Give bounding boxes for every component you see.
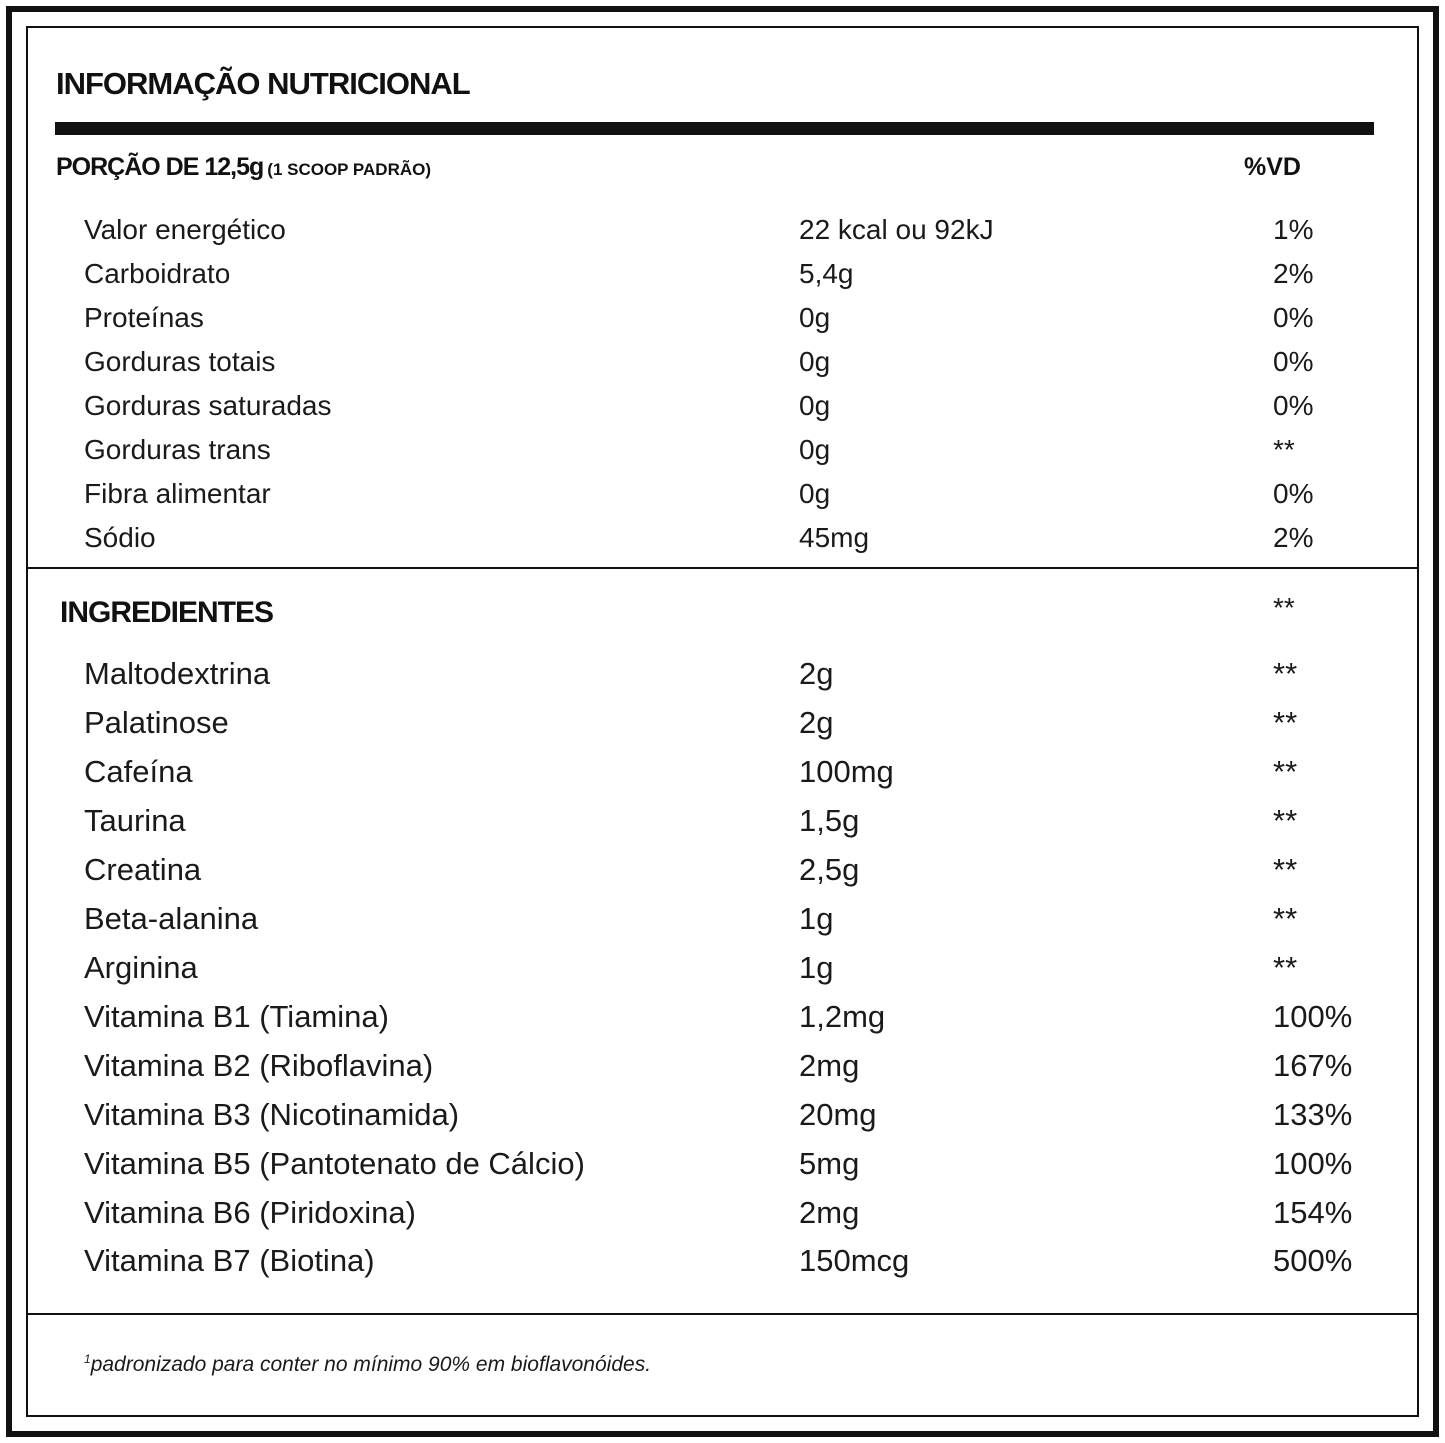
ingredient-row <box>0 656 1445 700</box>
ingredient-row <box>0 1097 1445 1141</box>
ingredient-name: Vitamina B3 (Nicotinamida) <box>84 1097 460 1132</box>
ingredient-name: Cafeína <box>84 754 193 789</box>
ingredient-name: Arginina <box>84 950 198 985</box>
nutrient-vd: 0% <box>1273 302 1314 333</box>
ingredient-name: Creatina <box>84 852 202 887</box>
nutrient-amount: 0g <box>799 434 831 465</box>
nutrient-name: Gorduras saturadas <box>84 390 332 421</box>
ingredient-amount: 1,5g <box>799 803 860 838</box>
ingredient-vd: ** <box>1273 754 1298 789</box>
nutrition-row <box>0 257 1445 301</box>
nutrient-name: Valor energético <box>84 214 286 245</box>
portion-label: PORÇÃO DE 12,5g <box>56 153 264 181</box>
ingredient-amount: 2mg <box>799 1195 860 1230</box>
nutrition-row <box>0 213 1445 257</box>
ingredient-vd: 100% <box>1273 999 1353 1034</box>
nutrient-amount: 0g <box>799 478 831 509</box>
nutrition-row <box>0 301 1445 345</box>
ingredient-amount: 100mg <box>799 754 894 789</box>
ingredient-row <box>0 901 1445 945</box>
ingredients-title: INGREDIENTES <box>60 596 274 629</box>
section-divider <box>28 567 1417 569</box>
portion-note: (1 SCOOP PADRÃO) <box>267 160 432 179</box>
ingredient-amount: 1,2mg <box>799 999 886 1034</box>
nutrient-amount: 22 kcal ou 92kJ <box>799 214 994 245</box>
nutrient-amount: 5,4g <box>799 258 854 289</box>
label-title: INFORMAÇÃO NUTRICIONAL <box>56 66 470 101</box>
ingredient-row <box>0 705 1445 749</box>
ingredient-amount: 1g <box>799 950 834 985</box>
ingredient-row <box>0 950 1445 994</box>
ingredient-row <box>0 852 1445 896</box>
nutrition-row <box>0 433 1445 477</box>
ingredient-vd: ** <box>1273 803 1298 838</box>
nutrient-name: Proteínas <box>84 302 204 333</box>
nutrient-vd: 0% <box>1273 346 1314 377</box>
ingredient-name: Maltodextrina <box>84 656 271 691</box>
ingredient-vd: ** <box>1273 901 1298 936</box>
nutrient-vd: 0% <box>1273 478 1314 509</box>
ingredient-name: Vitamina B2 (Riboflavina) <box>84 1048 434 1083</box>
ingredient-vd: 154% <box>1273 1195 1353 1230</box>
ingredient-row <box>0 1048 1445 1092</box>
ingredient-vd: ** <box>1273 852 1298 887</box>
ingredient-row <box>0 803 1445 847</box>
footnote <box>84 1352 651 1377</box>
footer-divider <box>28 1313 1417 1315</box>
ingredient-row <box>0 999 1445 1043</box>
ingredients-title-vd: ** <box>1273 592 1295 623</box>
nutrient-vd: 2% <box>1273 522 1314 553</box>
nutrition-row <box>0 521 1445 565</box>
nutrition-row <box>0 345 1445 389</box>
ingredient-amount: 20mg <box>799 1097 877 1132</box>
ingredient-amount: 2,5g <box>799 852 860 887</box>
vd-column-header: %VD <box>1244 153 1301 181</box>
ingredient-name: Vitamina B7 (Biotina) <box>84 1243 375 1278</box>
nutrient-name: Gorduras trans <box>84 434 271 465</box>
ingredient-row <box>0 1195 1445 1239</box>
nutrient-amount: 0g <box>799 302 831 333</box>
nutrient-name: Sódio <box>84 522 156 553</box>
nutrient-amount: 0g <box>799 346 831 377</box>
nutrient-amount: 45mg <box>799 522 870 553</box>
portion-line <box>56 153 431 182</box>
ingredient-row <box>0 1243 1445 1287</box>
ingredient-row <box>0 1146 1445 1190</box>
ingredient-name: Beta-alanina <box>84 901 259 936</box>
ingredient-name: Vitamina B5 (Pantotenato de Cálcio) <box>84 1146 585 1181</box>
footnote-text: padronizado para conter no mínimo 90% em bioflavonóides. <box>90 1353 652 1376</box>
ingredient-vd: ** <box>1273 950 1298 985</box>
nutrient-vd: 2% <box>1273 258 1314 289</box>
ingredient-amount: 1g <box>799 901 834 936</box>
nutrient-vd: ** <box>1273 434 1295 465</box>
ingredient-row <box>0 754 1445 798</box>
ingredient-name: Vitamina B6 (Piridoxina) <box>84 1195 416 1230</box>
nutrition-row <box>0 389 1445 433</box>
ingredient-amount: 2mg <box>799 1048 860 1083</box>
title-rule <box>55 122 1374 135</box>
ingredient-name: Palatinose <box>84 705 229 740</box>
ingredient-vd: 167% <box>1273 1048 1353 1083</box>
nutrient-vd: 1% <box>1273 214 1314 245</box>
ingredient-amount: 2g <box>799 705 834 740</box>
ingredient-amount: 5mg <box>799 1146 860 1181</box>
ingredient-vd: 133% <box>1273 1097 1353 1132</box>
nutrition-row <box>0 477 1445 521</box>
nutrient-name: Gorduras totais <box>84 346 276 377</box>
nutrient-amount: 0g <box>799 390 831 421</box>
ingredient-vd: 500% <box>1273 1243 1353 1278</box>
ingredient-amount: 150mcg <box>799 1243 910 1278</box>
ingredient-vd: 100% <box>1273 1146 1353 1181</box>
ingredient-vd: ** <box>1273 656 1298 691</box>
ingredient-vd: ** <box>1273 705 1298 740</box>
nutrient-name: Fibra alimentar <box>84 478 271 509</box>
footnote-marker: 1 <box>84 1352 91 1366</box>
ingredient-name: Taurina <box>84 803 186 838</box>
nutrient-name: Carboidrato <box>84 258 231 289</box>
nutrient-vd: 0% <box>1273 390 1314 421</box>
ingredient-amount: 2g <box>799 656 834 691</box>
ingredient-name: Vitamina B1 (Tiamina) <box>84 999 389 1034</box>
